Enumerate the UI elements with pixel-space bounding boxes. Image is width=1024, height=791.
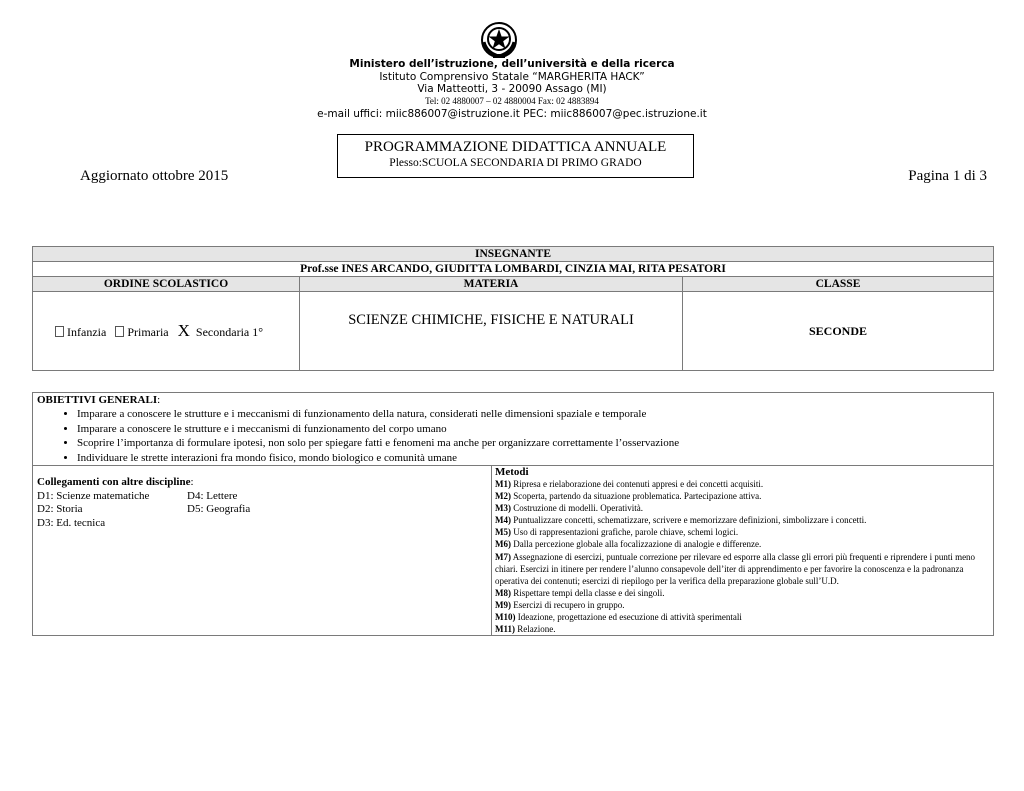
method-item bbox=[495, 599, 990, 611]
method-text: Assegnazione di esercizi, puntuale correzione per rilevare ed esporre alla classe gli errori più frequenti e riprendere i punti meno chiari. Esercizi in itinere per rendere l’alunno consapevole dell’iter di apprendimento e per favorire la conoscenza e la padronanza operativa dei contenuti; esercizi di riepilogo per la verifica della preparazione globale sull’U.D. bbox=[495, 551, 976, 586]
updated-date: Aggiornato ottobre 2015 bbox=[80, 168, 229, 184]
method-item bbox=[495, 526, 990, 538]
method-code: M3) bbox=[495, 503, 511, 514]
ministry-name: Ministero dell’istruzione, dell’università e della ricerca bbox=[349, 58, 675, 70]
secondaria-label: Secondaria 1° bbox=[195, 325, 264, 339]
links-cell: Collegamenti con altre discipline: D1: Scienze matematiche D4: Lettere D2: Storia D5: Geografia D3: Ed. tecnica bbox=[33, 466, 492, 636]
ordine-cell bbox=[33, 292, 300, 371]
list-item: • Imparare a conoscere le strutture e i meccanismi di funzionamento della natura, considerati nelle dimensioni spaziale e temporale bbox=[77, 407, 989, 422]
method-code: M5) bbox=[495, 527, 511, 538]
method-text: Rispettare tempi della classe e dei singoli. bbox=[513, 587, 665, 598]
method-item bbox=[495, 538, 990, 550]
method-text: Ripresa e rielaborazione dei contenuti appresi e dei concetti acquisiti. bbox=[513, 479, 764, 489]
list-item: • Imparare a conoscere le strutture e i meccanismi di funzionamento del corpo umano bbox=[77, 422, 989, 437]
method-text: Scoperta, partendo da situazione problematica. Partecipazione attiva. bbox=[513, 491, 762, 502]
method-code: M8) bbox=[495, 587, 511, 598]
method-text: Relazione. bbox=[517, 624, 556, 635]
objectives-cell: OBIETTIVI GENERALI: • Imparare a conoscere le strutture e i meccanismi di funzionamento della natura, considerati nelle dimensioni spaziale e temporale • Imparare a conoscere le strutture e i meccanismi di funzionamento del corpo umano • Scoprire l’importanza di formulare ipotesi, non solo per spiegare fatti e fenomeni ma anche per organizzare correttamente l’osservazione • Individuare le strette interazioni fra mondo fisico, mondo biologico e comunità umane bbox=[33, 393, 994, 466]
title-box bbox=[337, 134, 694, 178]
page-number: Pagina 1 di 3 bbox=[908, 168, 987, 184]
method-item bbox=[495, 611, 990, 623]
method-item bbox=[495, 478, 990, 490]
link-d2: D2: Storia bbox=[37, 503, 83, 515]
method-text: Costruzione di modelli. Operatività. bbox=[513, 503, 643, 514]
materia-value: SCIENZE CHIMICHE, FISICHE E NATURALI bbox=[300, 292, 683, 371]
method-text: Ideazione, progettazione ed esecuzione di attività sperimentali bbox=[517, 612, 742, 623]
method-text: Puntualizzare concetti, schematizzare, scrivere e memorizzare definizioni, simbolizzare i concetti. bbox=[513, 515, 867, 526]
list-item: • Individuare le strette interazioni fra mondo fisico, mondo biologico e comunità umane bbox=[77, 451, 989, 466]
link-d1: D1: Scienze matematiche bbox=[37, 489, 150, 502]
method-text: Esercizi di recupero in gruppo. bbox=[513, 599, 625, 610]
link-d3: D3: Ed. tecnica bbox=[37, 516, 106, 529]
method-item bbox=[495, 551, 990, 587]
document-title: PROGRAMMAZIONE DIDATTICA ANNUALE bbox=[364, 139, 667, 155]
school-name: Istituto Comprensivo Statale “MARGHERITA HACK” bbox=[379, 71, 645, 83]
school-address: Via Matteotti, 3 - 20090 Assago (MI) bbox=[417, 83, 607, 95]
republic-emblem-icon bbox=[479, 20, 519, 60]
method-item bbox=[495, 587, 990, 599]
method-item bbox=[495, 502, 990, 514]
method-code: M10) bbox=[495, 612, 516, 623]
method-item bbox=[495, 490, 990, 502]
methods-title: Metodi bbox=[495, 466, 529, 478]
teacher-table bbox=[32, 246, 994, 371]
method-item bbox=[495, 514, 990, 526]
objectives-list bbox=[37, 407, 989, 465]
method-code: M7) bbox=[495, 551, 511, 562]
link-d5: D5: Geografia bbox=[187, 503, 251, 515]
method-text: Uso di rappresentazioni grafiche, parole chiave, schemi logici. bbox=[513, 527, 739, 538]
method-code: M1) bbox=[495, 479, 511, 489]
infanzia-label: Infanzia bbox=[67, 325, 107, 339]
method-item bbox=[495, 623, 990, 635]
methods-cell bbox=[492, 466, 994, 636]
col-materia-header: MATERIA bbox=[300, 277, 683, 292]
secondaria-mark: X bbox=[177, 321, 190, 340]
col-ordine-header: ORDINE SCOLASTICO bbox=[33, 277, 300, 292]
method-code: M9) bbox=[495, 599, 511, 610]
link-d4: D4: Lettere bbox=[187, 489, 238, 502]
school-phones: Tel: 02 4880007 – 02 4880004 Fax: 02 4883894 bbox=[425, 96, 599, 106]
method-text: Dalla percezione globale alla focalizzazione di analogie e differenze. bbox=[513, 539, 762, 550]
method-code: M6) bbox=[495, 539, 511, 550]
insegnante-header: INSEGNANTE bbox=[33, 247, 994, 262]
document-subtitle: Plesso:SCUOLA SECONDARIA DI PRIMO GRADO bbox=[389, 157, 642, 169]
objectives-table bbox=[32, 392, 994, 636]
method-code: M2) bbox=[495, 491, 511, 502]
col-classe-header: CLASSE bbox=[683, 277, 994, 292]
insegnante-value: Prof.sse INES ARCANDO, GIUDITTA LOMBARDI, CINZIA MAI, RITA PESATORI bbox=[33, 262, 994, 277]
classe-value: SECONDE bbox=[683, 292, 994, 371]
method-code: M11) bbox=[495, 624, 515, 635]
primaria-label: Primaria bbox=[127, 325, 169, 339]
objectives-title: OBIETTIVI GENERALI bbox=[37, 394, 158, 406]
primaria-checkbox[interactable] bbox=[115, 326, 124, 337]
links-title: Collegamenti con altre discipline bbox=[37, 476, 191, 488]
method-code: M4) bbox=[495, 515, 511, 526]
list-item: • Scoprire l’importanza di formulare ipotesi, non solo per spiegare fatti e fenomeni ma anche per organizzare correttamente l’osservazione bbox=[77, 436, 989, 451]
school-email: e-mail uffici: miic886007@istruzione.it PEC: miic886007@pec.istruzione.it bbox=[317, 108, 707, 120]
infanzia-checkbox[interactable] bbox=[55, 326, 64, 337]
